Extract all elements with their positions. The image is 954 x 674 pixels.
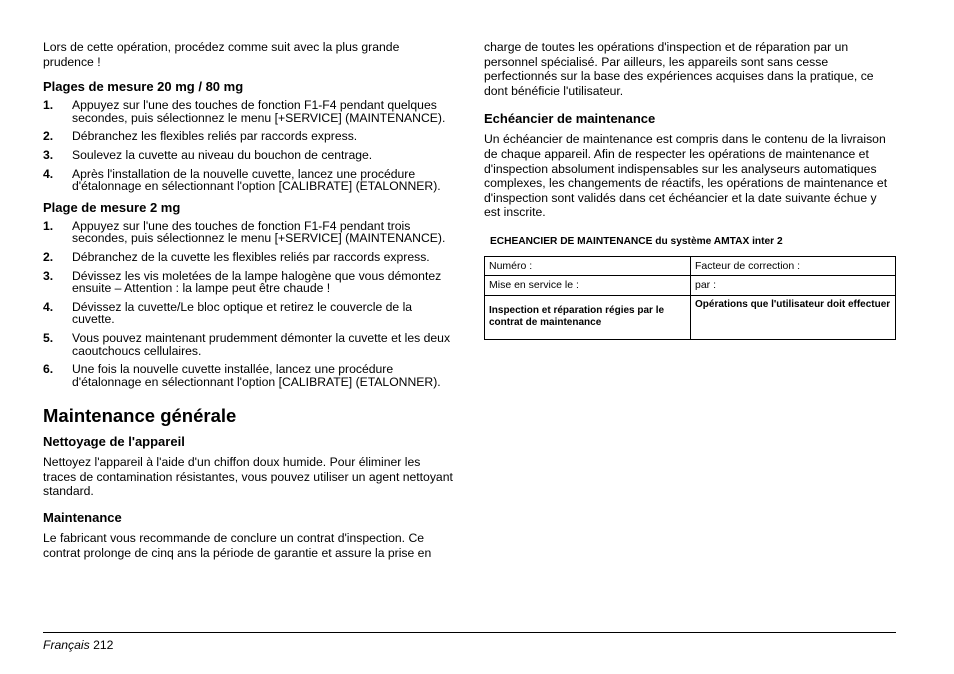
list-item	[43, 149, 453, 162]
section-heading-cleaning: Nettoyage de l'appareil	[43, 434, 185, 450]
step-number: 2.	[43, 129, 54, 144]
step-text: Appuyez sur l'une des touches de fonction F1-F4 pendant trois secondes, puis sélectionnez le menu [+SERVICE] (MAINTENANCE).	[72, 218, 446, 246]
list-item	[43, 363, 453, 388]
right-column	[484, 40, 896, 340]
table-row	[485, 276, 896, 296]
maintenance-schedule-table	[484, 256, 896, 340]
list-item	[43, 251, 453, 264]
step-number: 3.	[43, 268, 54, 283]
footer-divider	[43, 632, 896, 633]
table-cell: Facteur de correction :	[691, 256, 896, 276]
step-text: Dévissez les vis moletées de la lampe halogène que vous démontez ensuite – Attention : la lampe peut être chaude !	[72, 268, 442, 296]
step-text: Vous pouvez maintenant prudemment démonter la cuvette et les deux caoutchoucs cellulaires.	[72, 330, 451, 358]
intro-text: Lors de cette opération, procédez comme suit avec la plus grande prudence !	[43, 40, 400, 69]
step-number: 4.	[43, 166, 54, 181]
page-number: 212	[93, 638, 114, 652]
step-number: 3.	[43, 147, 54, 162]
table-cell: Opérations que l'utilisateur doit effectuer	[691, 295, 896, 339]
chapter-heading: Maintenance générale	[43, 405, 237, 427]
step-number: 5.	[43, 330, 54, 345]
table-caption: ECHEANCIER DE MAINTENANCE du système AMTAX inter 2	[490, 235, 783, 247]
step-text: Débranchez les flexibles reliés par raccords express.	[72, 129, 358, 144]
maintenance-continued-text: charge de toutes les opérations d'inspection et de réparation par un personnel spécialisé. Par ailleurs, les appareils sont sans cesse perfectionnés sur la base des expériences acquises dans la pratique, ce dont bénéficie l'utilisateur.	[484, 40, 874, 98]
left-column	[43, 40, 453, 560]
section-heading-maintenance: Maintenance	[43, 510, 122, 526]
step-number: 2.	[43, 249, 54, 264]
step-text: Appuyez sur l'une des touches de fonction F1-F4 pendant quelques secondes, puis sélectionnez le menu [+SERVICE] (MAINTENANCE).	[72, 98, 446, 125]
maintenance-text: Le fabricant vous recommande de conclure un contrat d'inspection. Ce contrat prolonge de cinq ans la période de garantie et assure la prise en	[43, 531, 432, 560]
table-cell: Mise en service le :	[485, 276, 691, 296]
step-number: 6.	[43, 362, 54, 377]
list-item	[43, 220, 453, 245]
step-number: 1.	[43, 218, 54, 233]
section-heading-2mg: Plage de mesure 2 mg	[43, 199, 181, 215]
steps-list-2mg	[43, 220, 453, 389]
footer-language: Français	[43, 638, 90, 652]
schedule-text: Un échéancier de maintenance est compris dans le contenu de la livraison de chaque appareil. Afin de respecter les opérations de maintenance et d'inspection absolument indispensables sur les analyseurs automatiques complexes, les changements de réactifs, les opérations de maintenance et d'inspection sont validés dans cet échéancier et la date suivante échue y est inscrite.	[484, 132, 888, 220]
list-item	[43, 270, 453, 295]
table-row	[485, 295, 896, 339]
cleaning-text: Nettoyez l'appareil à l'aide d'un chiffon doux humide. Pour éliminer les traces de contamination résistantes, vous pouvez utiliser un agent nettoyant standard.	[43, 455, 453, 499]
table-cell: Numéro :	[485, 256, 691, 276]
list-item	[43, 99, 453, 124]
step-text: Après l'installation de la nouvelle cuvette, lancez une procédure d'étalonnage en sélectionnant l'option [CALIBRATE] (ETALONNER).	[72, 166, 441, 194]
list-item	[43, 168, 453, 193]
step-number: 1.	[43, 98, 54, 113]
table-row	[485, 256, 896, 276]
steps-list-20-80mg	[43, 99, 453, 193]
section-heading-schedule: Echéancier de maintenance	[484, 111, 656, 127]
list-item	[43, 301, 453, 326]
list-item	[43, 332, 453, 357]
page-footer	[43, 638, 113, 652]
section-heading-20-80mg: Plages de mesure 20 mg / 80 mg	[43, 79, 244, 95]
table-cell: par :	[691, 276, 896, 296]
step-text: Débranchez de la cuvette les flexibles reliés par raccords express.	[72, 249, 430, 264]
list-item	[43, 130, 453, 143]
table-cell: Inspection et réparation régies par le contrat de maintenance	[485, 295, 691, 339]
step-text: Dévissez la cuvette/Le bloc optique et retirez le couvercle de la cuvette.	[72, 299, 413, 327]
step-text: Soulevez la cuvette au niveau du bouchon de centrage.	[72, 147, 373, 162]
step-number: 4.	[43, 299, 54, 314]
step-text: Une fois la nouvelle cuvette installée, lancez une procédure d'étalonnage en sélectionnant l'option [CALIBRATE] (ETALONNER).	[72, 362, 441, 389]
